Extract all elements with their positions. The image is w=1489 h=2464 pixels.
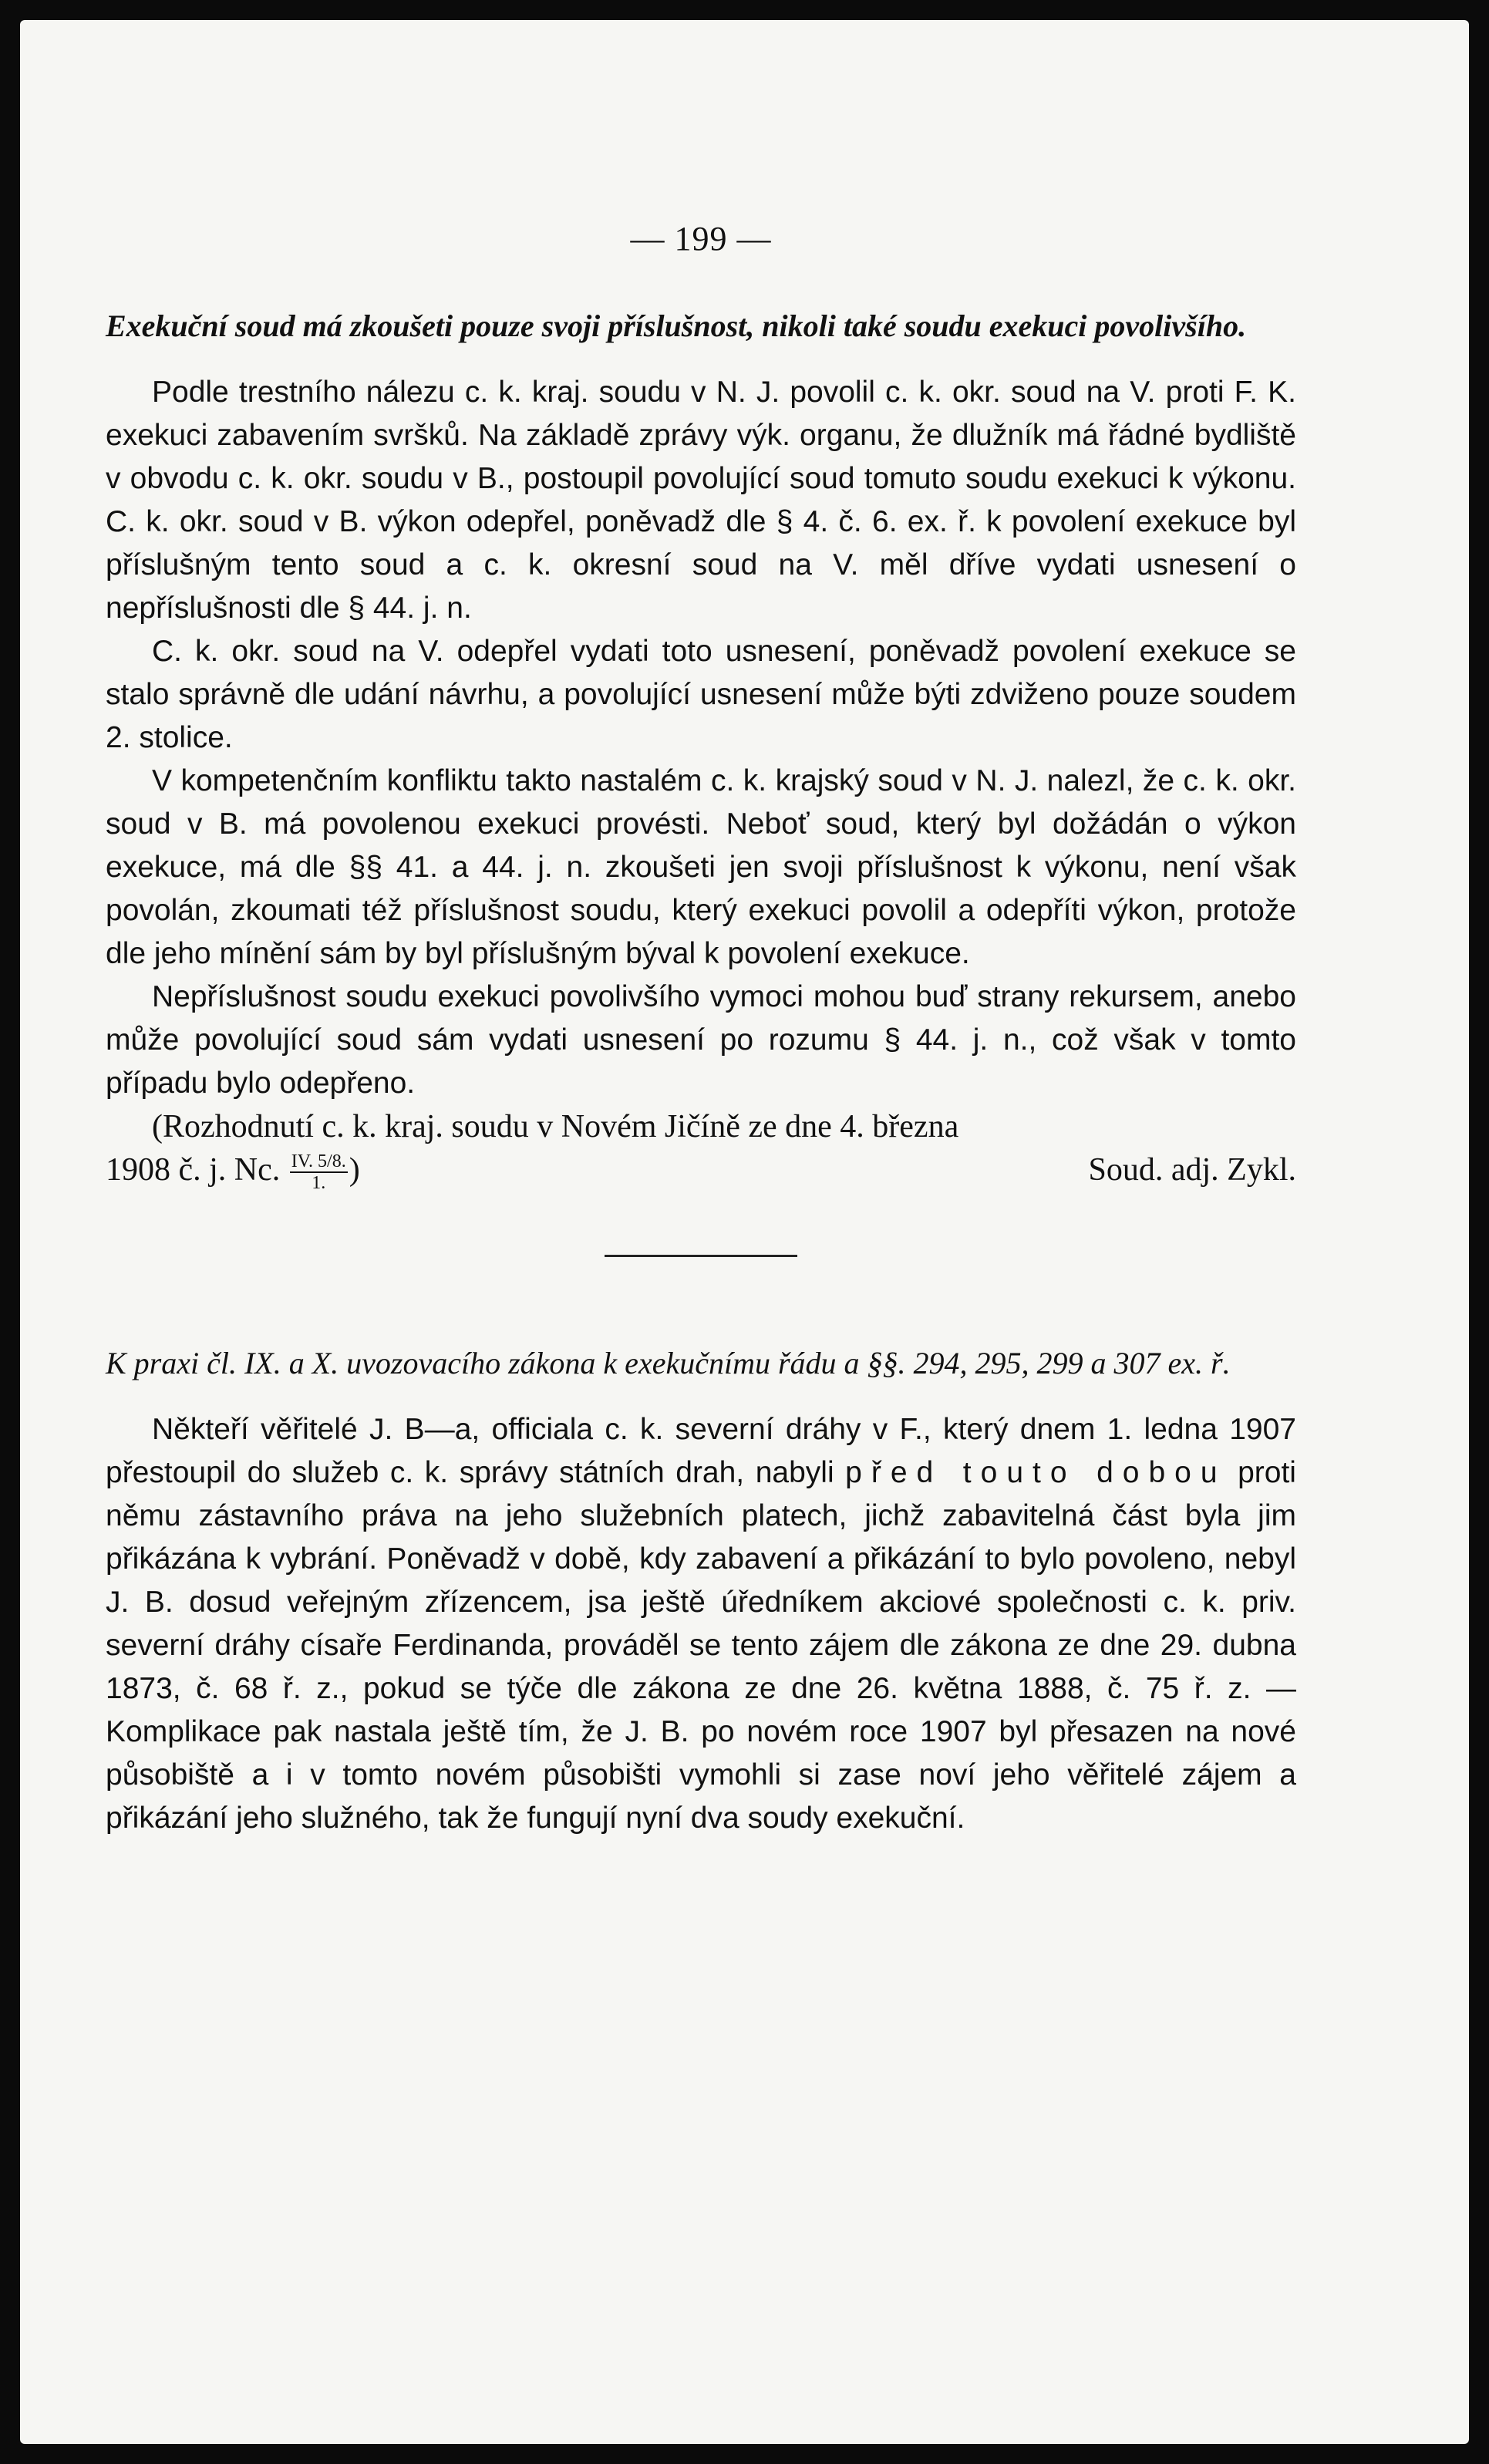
citation-fraction-numerator: IV. 5/8. bbox=[291, 1151, 346, 1172]
citation-line-2 bbox=[106, 1148, 1296, 1193]
section-2-paragraph-1-end: proti němu zástavního práva na jeho služebních platech, jichž zabavitelná část byla jim přikázána k vybrání. Poněvadž v době, kdy zabavení a přikázání to bylo povoleno, nebyl J. B. dosud veřejným zřízencem, jsa ještě úředníkem akciové společnosti c. k. priv. severní dráhy císaře Ferdinanda, prováděl se tento zájem dle zákona ze dne 29. dubna 1873, č. 68 ř. z., pokud se týče dle zákona ze dne 26. května 1888, č. 75 ř. z. — Komplikace pak nastala ještě tím, že J. B. po novém roce 1907 byl přesazen na nové působiště a i v tomto novém působišti vymohli si zase noví jeho věřitelé zájem a přikázání jeho služného, tak že fungují nyní dva soudy exekuční. bbox=[106, 1456, 1296, 1835]
section-1-heading: Exekuční soud má zkoušeti pouze svoji příslušnost, nikoli také soudu exekuci povolivšího. bbox=[106, 308, 1247, 343]
section-2-paragraph-1-start: Někteří věřitelé J. B—a, officiala c. k. severní dráhy v F., který dnem 1. ledna 1907 přestoupil do služeb c. k. správy státních drah, nabyli bbox=[106, 1413, 1296, 1490]
citation-line-1: (Rozhodnutí c. k. kraj. soudu v Novém Jičíně ze dne 4. března bbox=[152, 1109, 959, 1144]
citation-author: Soud. adj. Zykl. bbox=[1088, 1152, 1296, 1188]
citation-fraction bbox=[290, 1151, 348, 1193]
section-1-paragraph-3: V kompetenčním konfliktu takto nastalém c. k. krajský soud v N. J. nalezl, že c. k. okr. soud v B. má povolenou exekuci provésti. Neboť soud, který byl dožádán o výkon exekuce, má dle §§ 41. a 44. j. n. zkoušeti jen svoji příslušnost k výkonu, není však povolán, zkoumati též příslušnost soudu, který exekuci povolil a odepříti výkon, protože dle jeho mínění sám by byl příslušným býval k povolení exekuce. bbox=[106, 764, 1296, 970]
citation-number: 1908 č. j. Nc. bbox=[106, 1152, 281, 1188]
section-1-paragraph-2: C. k. okr. soud na V. odepřel vydati toto usnesení, poněvadž povolení exekuce se stalo správně dle udání návrhu, a povolující usnesení může býti zdviženo pouze soudem 2. stolice. bbox=[106, 635, 1296, 754]
citation-reference bbox=[106, 1148, 360, 1193]
section-2-paragraph-1 bbox=[106, 1408, 1296, 1840]
citation-close-paren: ) bbox=[349, 1152, 360, 1188]
paper-sheet bbox=[20, 20, 1469, 2444]
page-content bbox=[106, 219, 1296, 1840]
citation-fraction-denominator: 1. bbox=[312, 1173, 326, 1194]
page-number: — 199 — bbox=[630, 220, 772, 258]
section-1-paragraph-1: Podle trestního nálezu c. k. kraj. soudu v N. J. povolil c. k. okr. soud na V. proti F. K. exekuci zabavením svršků. Na základě zprávy výk. organu, že dlužník má řádné bydliště v obvodu c. k. okr. soudu v B., postoupil povolující soud tomuto soudu exekuci k výkonu. C. k. okr. soud v B. výkon odepřel, poněvadž dle § 4. č. 6. ex. ř. k povolení exekuce byl příslušným tento soud a c. k. okresní soud na V. měl dříve vydati usnesení o nepříslušnosti dle § 44. j. n. bbox=[106, 376, 1296, 625]
section-1-paragraph-4: Nepříslušnost soudu exekuci povolivšího vymoci mohou buď strany rekursem, anebo může povolující soud sám vydati usnesení po rozumu § 44. j. n., což však v tomto případu bylo odepřeno. bbox=[106, 980, 1296, 1100]
section-2-heading: K praxi čl. IX. a X. uvozovacího zákona k exekučnímu řádu a §§. 294, 295, 299 a 307 ex. ř. bbox=[106, 1346, 1231, 1381]
section-separator bbox=[605, 1255, 797, 1257]
section-2-emphasis: před touto dobou bbox=[845, 1456, 1227, 1490]
